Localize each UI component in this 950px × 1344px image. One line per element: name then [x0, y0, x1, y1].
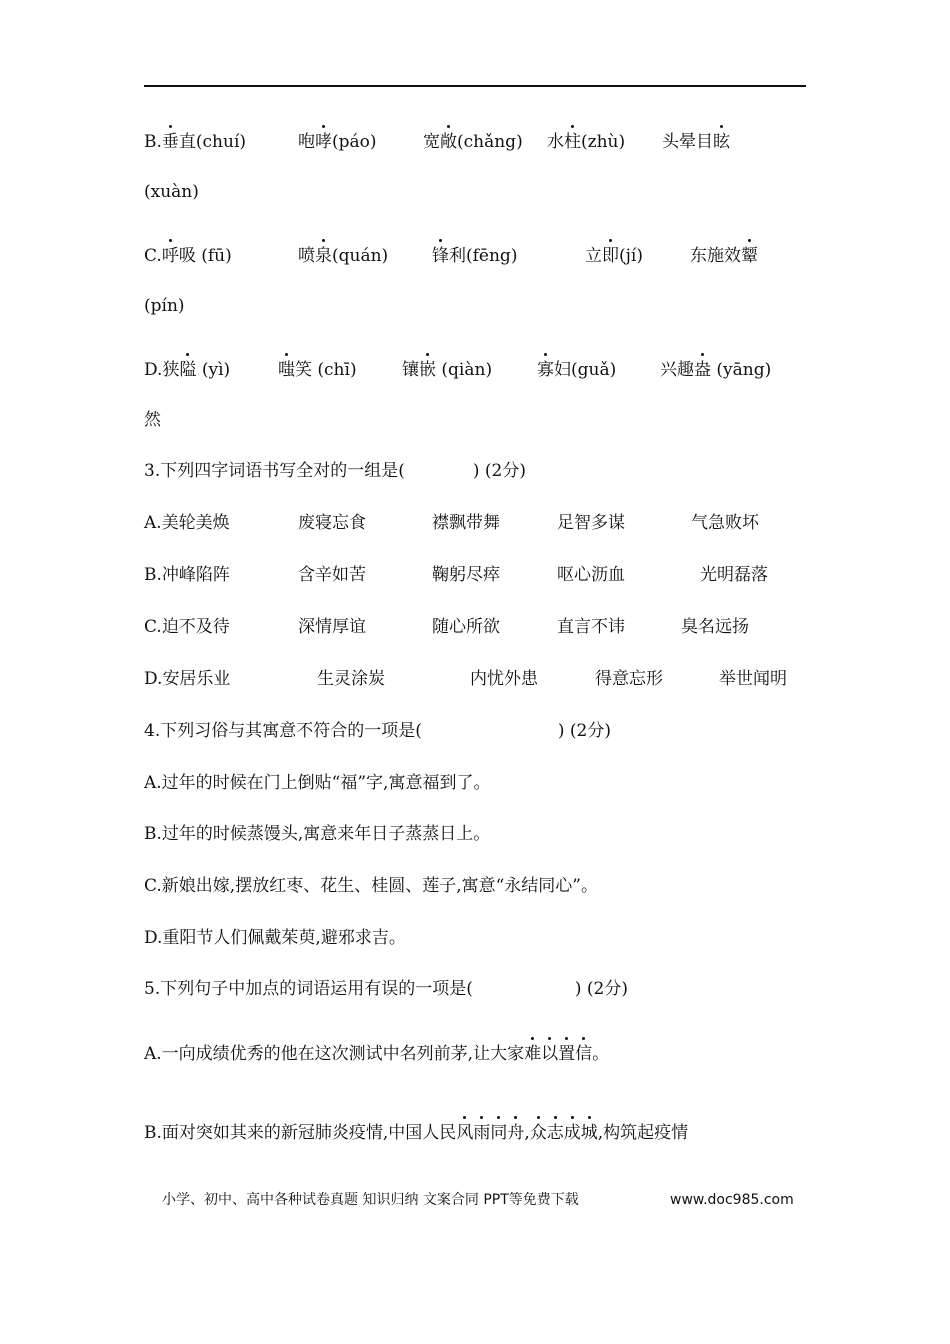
q2-option-b: B.垂直(chuí) [144, 132, 247, 152]
q3-d-word-3: 内忧外患 [470, 669, 538, 689]
q5-option-a: A.一向成绩优秀的他在这次测试中名列前茅,让大家难以置信。 [144, 1044, 610, 1064]
q3-b-word-2: 含辛如苦 [298, 565, 366, 585]
q2-c-continuation: (pín) [144, 296, 185, 316]
emphasis-char: 同 [490, 1123, 508, 1143]
q4-option-c: C.新娘出嫁,摆放红枣、花生、桂圆、莲子,寓意“永结同心”。 [144, 876, 598, 896]
q3-a-word-3: 襟飘带舞 [432, 513, 500, 533]
q5-b-dotted-phrase-2 [530, 1123, 598, 1143]
q2-b-item-2: 咆哮(páo) [298, 132, 377, 152]
emphasis-char: 置 [558, 1044, 576, 1064]
header-rule [144, 85, 806, 87]
q3-c-word-5: 臭名远扬 [681, 617, 749, 637]
q4-option-d: D.重阳节人们佩戴茱萸,避邪求吉。 [144, 928, 406, 948]
q3-stem: 3.下列四字词语书写全对的一组是( ) (2分) [144, 461, 526, 481]
q5-a-dotted-phrase [524, 1044, 592, 1064]
q2-d-item-3: 镶嵌 (qiàn) [402, 360, 493, 380]
q5-b-dotted-phrase-1 [456, 1123, 524, 1143]
emphasis-char: 风 [456, 1123, 474, 1143]
q2-b-item-3: 宽敞(chǎng) [423, 132, 523, 152]
q3-option-a: A.美轮美焕 [144, 513, 230, 533]
q3-a-word-5: 气急败坏 [691, 513, 759, 533]
q3-a-word-2: 废寝忘食 [298, 513, 366, 533]
q3-b-word-4: 呕心沥血 [557, 565, 625, 585]
q3-c-word-3: 随心所欲 [432, 617, 500, 637]
emphasis-char: 成 [563, 1123, 581, 1143]
q3-option-d: D.安居乐业 [144, 669, 231, 689]
q2-c-item-4: 立即(jí) [585, 246, 643, 266]
q2-option-c: C.呼吸 (fū) [144, 246, 232, 266]
q3-b-word-3: 鞠躬尽瘁 [432, 565, 500, 585]
q5-stem: 5.下列句子中加点的词语运用有误的一项是( ) (2分) [144, 979, 628, 999]
q3-option-b: B.冲峰陷阵 [144, 565, 230, 585]
q4-option-b: B.过年的时候蒸馒头,寓意来年日子蒸蒸日上。 [144, 824, 491, 844]
q2-c-item-5: 东施效颦 [690, 246, 758, 266]
q2-d-item-5: 兴趣盎 (yāng) [660, 360, 772, 380]
q3-d-word-2: 生灵涂炭 [317, 669, 385, 689]
q2-option-d: D.狭隘 (yì) [144, 360, 231, 380]
q5-option-b: B.面对突如其来的新冠肺炎疫情,中国人民风雨同舟,众志成城,构筑起疫情 [144, 1123, 689, 1143]
q2-b-item-5: 头晕目眩 [662, 132, 730, 152]
q2-d-item-4: 寡妇(guǎ) [537, 360, 617, 380]
q3-option-c: C.迫不及待 [144, 617, 230, 637]
q2-b-item-4: 水柱(zhù) [547, 132, 626, 152]
q3-b-word-5: 光明磊落 [700, 565, 768, 585]
footer-text: 小学、初中、高中各种试卷真题 知识归纳 文案合同 PPT等免费下载 [162, 1192, 579, 1208]
q2-b-continuation: (xuàn) [144, 182, 199, 202]
q4-stem: 4.下列习俗与其寓意不符合的一项是( ) (2分) [144, 721, 611, 741]
emphasis-char: 信 [575, 1044, 593, 1064]
emphasis-char: 舟 [507, 1123, 525, 1143]
emphasis-char: 雨 [473, 1123, 491, 1143]
emphasis-char: 城 [580, 1123, 598, 1143]
q3-d-word-4: 得意忘形 [595, 669, 663, 689]
q3-c-word-2: 深情厚谊 [298, 617, 366, 637]
q2-c-item-3: 锋利(fēng) [432, 246, 518, 266]
q2-d-continuation: 然 [144, 410, 161, 430]
q2-c-item-2: 喷泉(quán) [298, 246, 389, 266]
q2-d-item-2: 嗤笑 (chī) [278, 360, 357, 380]
footer-link[interactable]: www.doc985.com [670, 1192, 794, 1208]
q3-c-word-4: 直言不讳 [557, 617, 625, 637]
q3-a-word-4: 足智多谋 [557, 513, 625, 533]
emphasis-char: 志 [546, 1123, 564, 1143]
q3-d-word-5: 举世闻明 [719, 669, 787, 689]
q4-option-a: A.过年的时候在门上倒贴“福”字,寓意福到了。 [144, 773, 491, 793]
emphasis-char: 难 [524, 1044, 542, 1064]
emphasis-char: 以 [541, 1044, 559, 1064]
emphasis-char: 众 [529, 1123, 547, 1143]
